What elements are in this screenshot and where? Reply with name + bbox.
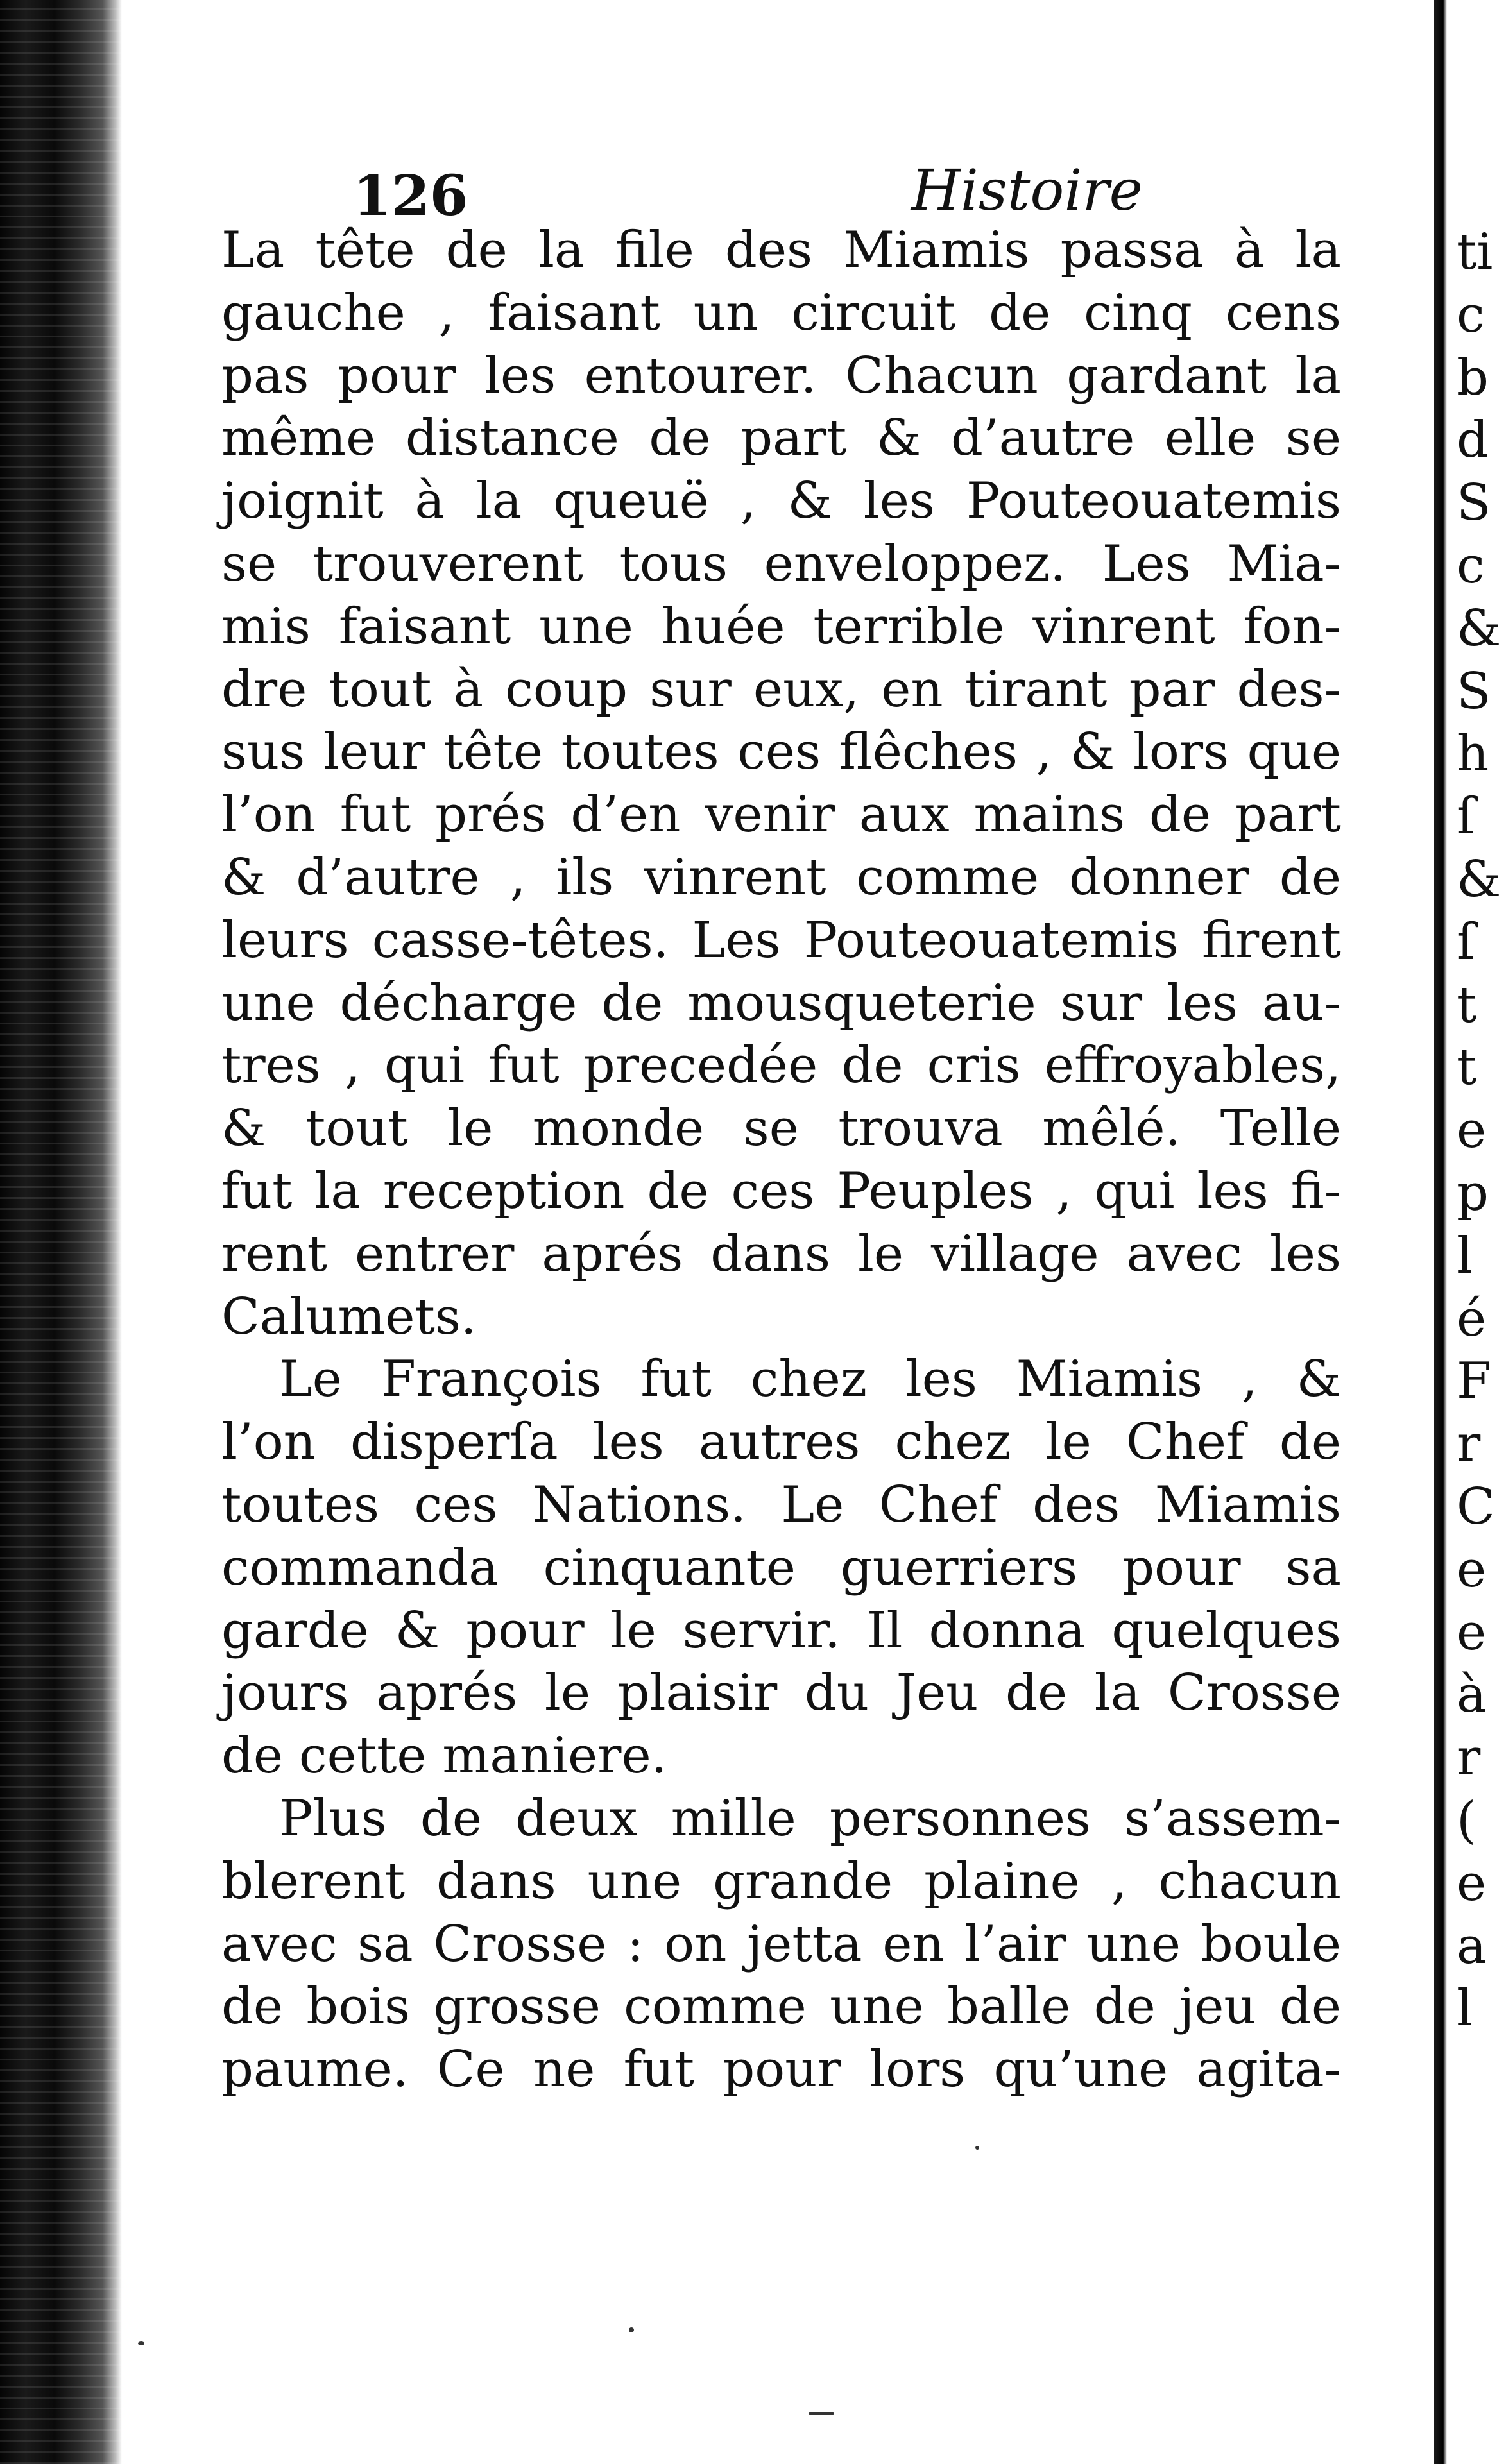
text-line: gauche , faisant un circuit de cinq cens [221,284,1341,342]
margin-fragment: ti [1457,223,1493,281]
margin-fragment: ſ [1457,913,1475,971]
margin-fragment: à [1457,1666,1487,1724]
text-line: mis faisant une huée terrible vinrent fon- [221,597,1341,656]
text-line-paragraph-start: Plus de deux mille personnes s’assem- [279,1789,1341,1848]
margin-fragment: e [1457,1854,1487,1912]
margin-fragment: c [1457,536,1485,595]
text-line: garde & pour le servir. Il donna quelques [221,1601,1341,1660]
text-line: commanda cinquante guerriers pour sa [221,1538,1341,1597]
body-text [221,219,1341,2102]
margin-fragment: t [1457,976,1477,1034]
margin-fragment: ſ [1457,788,1475,846]
text-line: se trouverent tous enveloppez. Les Mia- [221,534,1341,593]
text-line: & tout le monde se trouva mêlé. Telle [221,1100,1341,1158]
margin-fragment: l [1457,1980,1473,2038]
text-line: leurs casse-têtes. Les Pouteouatemis firent [221,911,1341,969]
margin-fragment: e [1457,1101,1487,1160]
text-line: même distance de part & d’autre elle se [221,409,1341,468]
margin-fragment: r [1457,1415,1481,1474]
margin-fragment: F [1457,1352,1492,1411]
paper-speck [809,2412,834,2415]
page-number: 126 [353,164,468,228]
margin-fragment: ( [1457,1791,1476,1849]
margin-fragment: S [1457,474,1491,532]
text-line: avec sa Crosse : on jetta en l’air une boule [221,1915,1341,1973]
text-line: blerent dans une grande plaine , chacun [221,1852,1341,1910]
margin-fragment: l [1457,1227,1473,1285]
margin-fragment: c [1457,285,1485,344]
margin-fragment: b [1457,348,1489,407]
text-line: sus leur tête toutes ces flêches , & lors que [221,723,1341,781]
text-line: paume. Ce ne fut pour lors qu’une agita- [221,2041,1341,2099]
paper-speck [975,2146,979,2150]
margin-fragment: e [1457,1603,1487,1661]
text-line-paragraph-end: de cette maniere. [221,1727,667,1785]
text-line: La tête de la file des Miamis passa à la [221,221,1341,279]
margin-fragment: & [1457,850,1502,908]
margin-fragment: é [1457,1289,1487,1348]
text-line-paragraph-start: Le François fut chez les Miamis , & [279,1350,1341,1409]
text-line: pas pour les entourer. Chacun gardant la [221,346,1341,405]
text-line-paragraph-end: Calumets. [221,1287,477,1346]
text-line: joignit à la queuë , & les Pouteouatemis [221,472,1341,531]
margin-fragment: r [1457,1729,1481,1787]
margin-fragment: a [1457,1917,1487,1975]
running-head: Histoire [911,157,1143,223]
text-line: tres , qui fut precedée de cris effroyables, [221,1037,1341,1095]
text-line: rent entrer aprés dans le village avec les [221,1225,1341,1283]
margin-fragment: e [1457,1540,1487,1599]
text-line: jours aprés le plaisir du Jeu de la Crosse [221,1664,1341,1722]
margin-fragment: h [1457,725,1489,783]
facing-page-fragments [1457,221,1502,2041]
margin-fragment: p [1457,1164,1489,1222]
text-line: l’on disperſa les autres chez le Chef de [221,1413,1341,1472]
binding-texture [0,0,122,2464]
text-line: l’on fut prés d’en venir aux mains de part [221,786,1341,844]
paper-speck [138,2341,144,2345]
text-line: une décharge de mousqueterie sur les au- [221,974,1341,1032]
text-line: & d’autre , ils vinrent comme donner de [221,848,1341,906]
margin-fragment: & [1457,599,1502,658]
text-line: dre tout à coup sur eux, en tirant par des- [221,660,1341,718]
text-line: toutes ces Nations. Le Chef des Miamis [221,1475,1341,1534]
margin-fragment: d [1457,411,1489,470]
margin-fragment: S [1457,662,1491,720]
text-line: de bois grosse comme une balle de jeu de [221,1978,1341,2036]
margin-fragment: t [1457,1039,1477,1097]
text-line: fut la reception de ces Peuples , qui les fi- [221,1162,1341,1220]
paper-speck [629,2327,634,2332]
margin-fragment: C [1457,1477,1495,1536]
